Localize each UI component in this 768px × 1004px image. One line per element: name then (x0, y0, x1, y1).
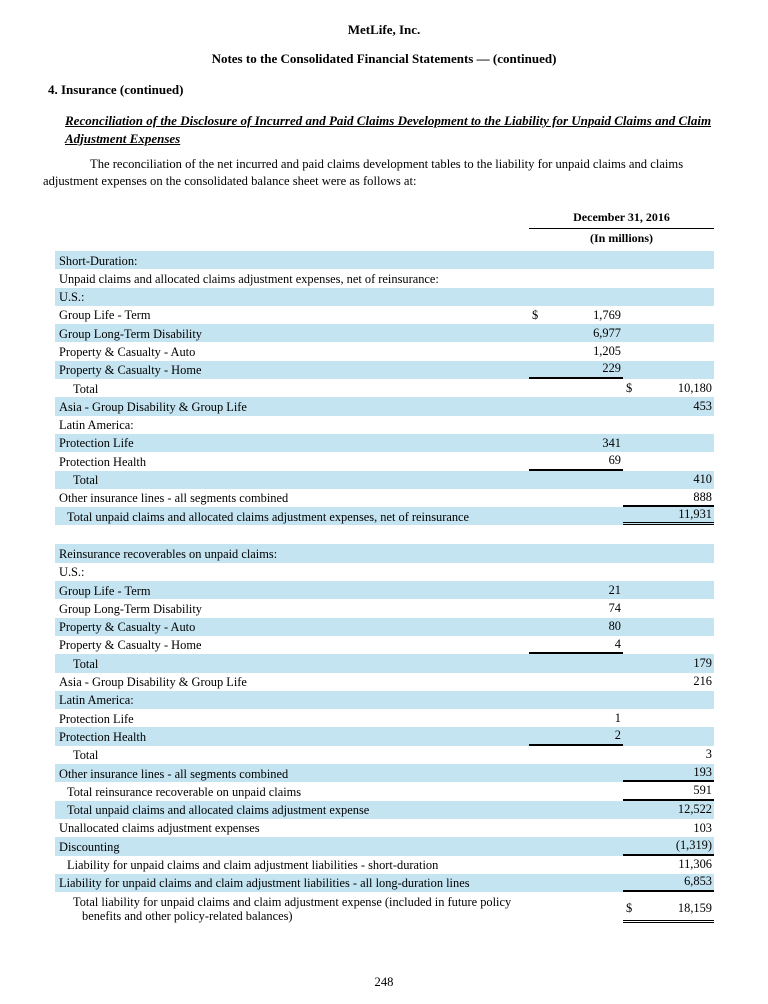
amount-value: 74 (608, 600, 621, 615)
amount-col1 (529, 434, 623, 452)
amount-value: 69 (608, 452, 621, 467)
row-label: Other insurance lines - all segments combined (59, 766, 289, 781)
table-header (55, 210, 714, 249)
row-label: Other insurance lines - all segments combined (59, 491, 289, 506)
amount-value: 341 (602, 435, 621, 450)
amount-col2 (623, 361, 714, 379)
amount-col1 (529, 324, 623, 342)
amount-col1 (529, 801, 623, 819)
amount-col1 (529, 251, 623, 269)
table-row (55, 691, 714, 709)
table-row (55, 727, 714, 745)
amount-value: 888 (693, 489, 712, 504)
amount-col1 (529, 746, 623, 764)
table-header-date: December 31, 2016 (529, 210, 714, 229)
amount-col1 (529, 563, 623, 581)
amount-col1 (529, 489, 623, 507)
amount-col2 (623, 342, 714, 360)
table-row (55, 324, 714, 342)
table-body-reinsurance-recoverables (55, 544, 714, 923)
row-label: Protection Health (59, 454, 147, 469)
table-row (55, 269, 714, 287)
amount-col2 (623, 434, 714, 452)
row-label: U.S.: (59, 290, 85, 305)
amount-col2 (623, 709, 714, 727)
amount-value: 1,205 (593, 344, 621, 359)
amount-col2 (623, 269, 714, 287)
table-row (55, 434, 714, 452)
amount-col2 (623, 654, 714, 672)
amount-col2 (623, 691, 714, 709)
table-row (55, 746, 714, 764)
amount-value: 103 (693, 820, 712, 835)
amount-col1 (529, 544, 623, 562)
table-header-spacer (55, 229, 529, 249)
amount-value: 591 (693, 782, 712, 797)
amount-col1 (529, 471, 623, 489)
amount-col2 (623, 379, 714, 397)
table-row (55, 673, 714, 691)
row-label: Group Life - Term (59, 583, 151, 598)
amount-col2 (623, 727, 714, 745)
table-row (55, 636, 714, 654)
row-label: Total (73, 473, 99, 488)
table-row (55, 892, 714, 923)
amount-col1 (529, 361, 623, 379)
row-label: Total (73, 381, 99, 396)
amount-col1 (529, 397, 623, 415)
table-row (55, 397, 714, 415)
page-number: 248 (374, 975, 394, 989)
amount-col1 (529, 507, 623, 525)
table-header-spacer (55, 210, 529, 229)
amount-col1 (529, 306, 623, 324)
row-label: Asia - Group Disability & Group Life (59, 399, 247, 414)
subsection-heading: Reconciliation of the Disclosure of Incurred and Paid Claims Development to the Liability for Unpaid Claims and Claim Adjustment Expenses (65, 113, 712, 146)
table-row (55, 563, 714, 581)
row-label: Short-Duration: (59, 253, 138, 268)
row-label: Property & Casualty - Auto (59, 344, 196, 359)
amount-value: (1,319) (675, 837, 712, 852)
table-header-units: (In millions) (589, 231, 653, 245)
amount-col1 (529, 874, 623, 892)
amount-value: 410 (693, 472, 712, 487)
row-label: Protection Life (59, 711, 134, 726)
amount-value: 11,931 (678, 507, 712, 522)
table-row (55, 874, 714, 892)
amount-col1 (529, 819, 623, 837)
amount-value: 2 (614, 728, 621, 743)
amount-col2 (623, 563, 714, 581)
amount-col2 (623, 892, 714, 923)
intro-paragraph: The reconciliation of the net incurred and paid claims development tables to the liability for unpaid claims and claims adjustment expenses on the consolidated balance sheet were as follows at: (43, 157, 684, 188)
row-label: Property & Casualty - Home (59, 363, 202, 378)
table-row (55, 709, 714, 727)
amount-col1 (529, 856, 623, 874)
row-label: Unpaid claims and allocated claims adjustment expenses, net of reinsurance: (59, 271, 439, 286)
amount-value: 3 (705, 747, 712, 762)
amount-col1 (529, 673, 623, 691)
table-row (55, 782, 714, 800)
amount-col1 (529, 837, 623, 855)
amount-col2 (623, 837, 714, 855)
row-label: Protection Health (59, 729, 147, 744)
document-title: Notes to the Consolidated Financial Statements — (continued) (211, 51, 557, 66)
amount-value: 453 (693, 399, 712, 414)
amount-value: 216 (693, 674, 712, 689)
row-label: Liability for unpaid claims and claim adjustment liabilities - all long-duration lines (59, 876, 470, 891)
amount-col1 (529, 416, 623, 434)
table-row (55, 471, 714, 489)
row-label: Latin America: (59, 418, 134, 433)
row-label: Liability for unpaid claims and claim adjustment liabilities - short-duration (67, 858, 439, 872)
amount-value: 179 (693, 655, 712, 670)
amount-col2 (623, 764, 714, 782)
amount-value: 6,853 (684, 874, 712, 889)
table-row (55, 379, 714, 397)
amount-col2 (623, 856, 714, 874)
row-label: Total unpaid claims and allocated claims adjustment expenses, net of reinsurance (67, 509, 470, 524)
row-label: Total (73, 656, 99, 671)
amount-col2 (623, 544, 714, 562)
table-row (55, 361, 714, 379)
amount-value: 11,306 (678, 857, 712, 872)
amount-col1 (529, 764, 623, 782)
amount-col2 (623, 489, 714, 507)
table-row (55, 342, 714, 360)
amount-col1 (529, 599, 623, 617)
amount-col1 (529, 782, 623, 800)
amount-col2 (623, 452, 714, 470)
row-label: Group Long-Term Disability (59, 601, 202, 616)
amount-value: 21 (608, 582, 621, 597)
amount-value: 80 (608, 619, 621, 634)
row-label: Discounting (59, 839, 120, 854)
amount-col2 (623, 746, 714, 764)
table-row (55, 416, 714, 434)
row-label: Total (73, 748, 99, 763)
amount-col1 (529, 379, 623, 397)
table-section-gap (55, 525, 714, 542)
amount-col1 (529, 654, 623, 672)
table-row (55, 452, 714, 470)
table-row (55, 288, 714, 306)
row-label: Total liability for unpaid claims and claim adjustment expense (included in future policy benefits and other policy-related balances) (73, 894, 512, 923)
table-row (55, 819, 714, 837)
amount-col2 (623, 599, 714, 617)
table-row (55, 507, 714, 525)
table-row (55, 654, 714, 672)
amount-col2 (623, 251, 714, 269)
amount-col2 (623, 397, 714, 415)
row-label: Group Life - Term (59, 308, 151, 323)
section-heading: 4. Insurance (continued) (48, 82, 184, 97)
row-label: Property & Casualty - Home (59, 638, 202, 653)
amount-col2 (623, 673, 714, 691)
amount-value: 1 (614, 710, 621, 725)
amount-col2 (623, 507, 714, 525)
amount-col2 (623, 416, 714, 434)
row-label: Asia - Group Disability & Group Life (59, 675, 247, 690)
amount-value: 18,159 (677, 901, 712, 915)
amount-col2 (623, 471, 714, 489)
amount-col1 (529, 342, 623, 360)
amount-col1 (529, 618, 623, 636)
claims-reconciliation-table (55, 210, 714, 923)
amount-col2 (623, 618, 714, 636)
row-label: Unallocated claims adjustment expenses (59, 821, 260, 836)
table-row (55, 599, 714, 617)
amount-col1 (529, 452, 623, 470)
dollar-sign: $ (626, 901, 633, 915)
row-label: Total reinsurance recoverable on unpaid claims (67, 784, 302, 799)
amount-col1 (529, 288, 623, 306)
amount-value: 193 (693, 764, 712, 779)
table-row (55, 801, 714, 819)
amount-col2 (623, 636, 714, 654)
row-label: Group Long-Term Disability (59, 326, 202, 341)
amount-col2 (623, 874, 714, 892)
amount-value: 6,977 (593, 325, 621, 340)
table-row (55, 856, 714, 874)
amount-col2 (623, 288, 714, 306)
table-row (55, 306, 714, 324)
amount-col2 (623, 801, 714, 819)
dollar-sign: $ (532, 307, 539, 322)
amount-col2 (623, 782, 714, 800)
row-label: Reinsurance recoverables on unpaid claims: (59, 546, 278, 561)
amount-value: 4 (614, 636, 621, 651)
amount-col2 (623, 324, 714, 342)
table-row (55, 581, 714, 599)
row-label: Total unpaid claims and allocated claims adjustment expense (67, 803, 370, 818)
table-row (55, 764, 714, 782)
amount-value: 229 (602, 361, 621, 376)
row-label: Latin America: (59, 693, 134, 708)
amount-value: 1,769 (593, 307, 621, 322)
amount-col1 (529, 892, 623, 923)
amount-col2 (623, 306, 714, 324)
amount-col1 (529, 691, 623, 709)
table-row (55, 251, 714, 269)
dollar-sign: $ (626, 380, 633, 395)
table-row (55, 489, 714, 507)
amount-col1 (529, 269, 623, 287)
amount-col1 (529, 636, 623, 654)
amount-value: 10,180 (677, 380, 712, 395)
amount-col1 (529, 709, 623, 727)
row-label: Property & Casualty - Auto (59, 620, 196, 635)
table-row (55, 544, 714, 562)
row-label: Protection Life (59, 436, 134, 451)
amount-col2 (623, 819, 714, 837)
table-row (55, 618, 714, 636)
table-body-unpaid-claims (55, 251, 714, 525)
company-title: MetLife, Inc. (347, 22, 421, 37)
amount-col2 (623, 581, 714, 599)
amount-col1 (529, 581, 623, 599)
amount-col1 (529, 727, 623, 745)
table-row (55, 837, 714, 855)
row-label: U.S.: (59, 565, 85, 580)
amount-value: 12,522 (677, 802, 712, 817)
